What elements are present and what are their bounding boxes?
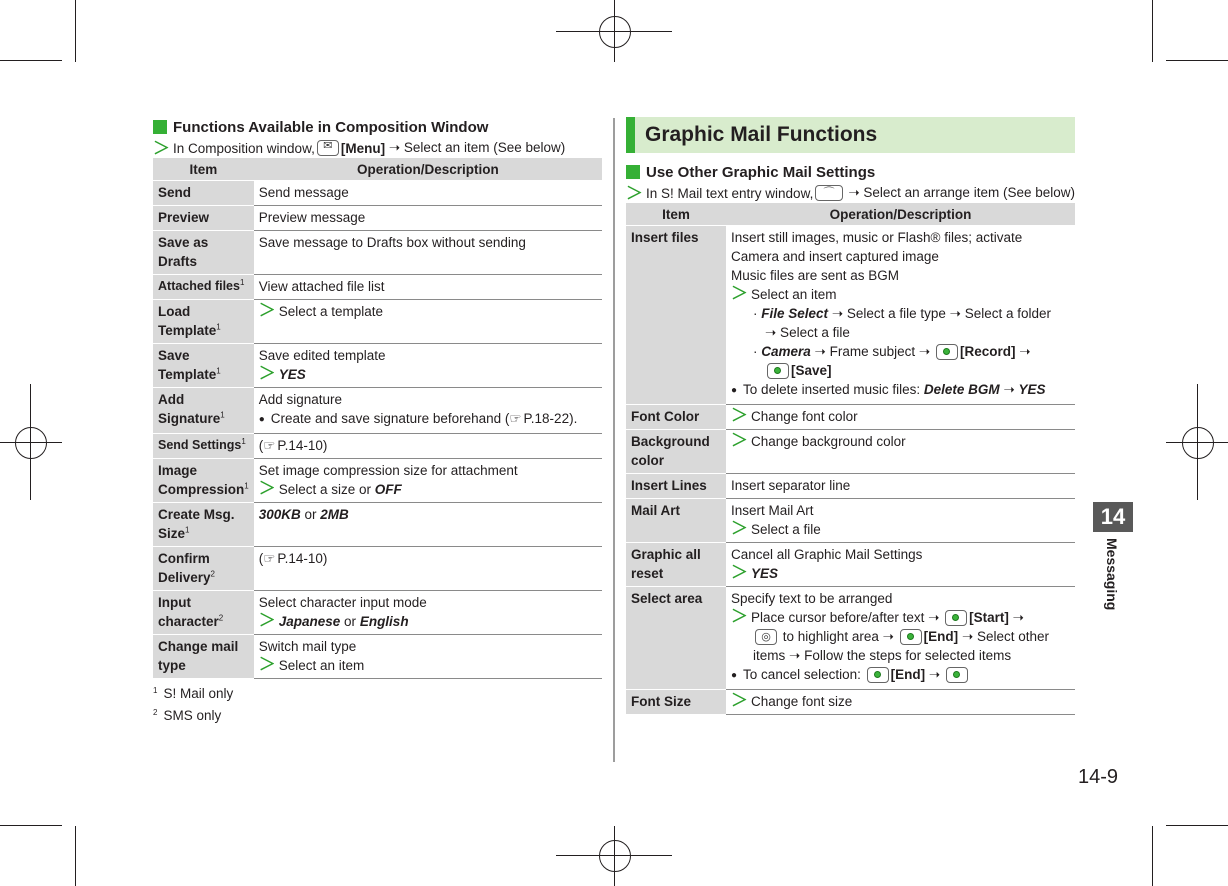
crop-mark [1166,60,1228,61]
crop-mark [75,826,76,886]
crop-mark [75,0,76,62]
square-bullet-icon [626,165,640,179]
table-row: Insert Lines Insert separator line [626,474,1075,499]
center-key-icon [936,344,958,360]
square-bullet-icon [153,120,167,134]
step-arrow-icon: ＞ [258,301,276,320]
table-row: Input character$^2$ Select character input mode ＞ Japanese or English [153,591,602,635]
header-description: Operation/Description [726,203,1075,226]
chapter-label: Messaging [1104,538,1120,611]
table-row: Confirm Delivery$^2$ (☞ P.14-10) [153,547,602,591]
right-column [626,117,1075,715]
table-row: Attached files$^1$ View attached file list [153,275,602,300]
center-key-icon [900,629,922,645]
step-arrow-icon: ＞ [731,691,748,710]
step-arrow-icon: ＞ [258,611,276,630]
step-arrow-icon: ＞ [731,284,748,303]
table-row: Change mail type Switch mail type ＞ Select an item [153,635,602,679]
crop-mark [0,60,62,61]
crop-mark [1152,826,1153,886]
crop-mark [0,825,62,826]
table-row: Font Color ＞ Change font color [626,405,1075,430]
reference-icon [263,438,277,453]
step-arrow-icon: ＞ [731,563,748,582]
registration-circle [1182,427,1214,459]
table-row: Send Settings$^1$ (☞ P.14-10) [153,434,602,459]
crop-mark [1152,0,1153,62]
functions-table [153,158,602,679]
footnotes [153,683,602,727]
call-key-icon: ⌒ [815,185,842,201]
table-row: Send Send message [153,181,602,206]
registration-circle [15,427,47,459]
footnote: $^1$ S! Mail only [153,685,234,701]
step-arrow-icon: ＞ [153,138,170,158]
step-arrow-icon: ＞ [258,655,276,674]
intro-line: ＞ In Composition window, ✉ [Menu] ➝ Select an item (See below) [153,138,566,158]
center-key-icon [767,363,789,379]
header-item: Item [153,158,254,181]
step-arrow-icon: ＞ [731,406,748,425]
registration-circle [599,16,631,48]
center-key-icon [867,667,889,683]
multi-selector-icon: ◎ [755,629,777,645]
table-row: Background color ＞ Change background color [626,430,1075,474]
left-column [153,116,602,727]
table-row: Insert files Insert still images, music or Flash® files; activate Camera and insert captured image Music files are sent as BGM ＞ Select an item · File Select ➝ Select a file type ➝ Select a folder ➝ Select a file · Camera ➝ Frame subject ➝ [Record] ➝ [Save] ● To delete inserted music files: Delete BGM ➝ YES [626,226,1075,405]
header-item: Item [626,203,726,226]
step-arrow-icon: ＞ [626,183,643,203]
step-arrow-icon: ＞ [258,364,276,383]
header-description: Operation/Description [254,158,602,181]
step-arrow-icon: ＞ [731,431,748,450]
table-row: Image Compression$^1$ Set image compression size for attachment ＞ Select a size or OFF [153,459,602,503]
table-row: Save as Drafts Save message to Drafts box without sending [153,231,602,275]
table-row: Graphic all reset Cancel all Graphic Mail Settings ＞ YES [626,543,1075,587]
table-row: Mail Art Insert Mail Art ＞ Select a file [626,499,1075,543]
registration-circle [599,840,631,872]
table-row: Save Template$^1$ Save edited template ＞ YES [153,344,602,388]
table-row: Create Msg. Size$^1$ 300KB or 2MB [153,503,602,547]
step-arrow-icon: ＞ [731,519,748,538]
table-row: Add Signature$^1$ Add signature ● Create and save signature beforehand (☞ P.18-22). [153,388,602,434]
center-key-icon [946,667,968,683]
page-number: 14-9 [1078,766,1119,788]
center-key-icon [945,610,967,626]
crop-mark [1166,825,1228,826]
mail-key-icon: ✉ [317,140,339,156]
step-arrow-icon: ＞ [258,479,276,498]
graphic-mail-table [626,203,1075,715]
reference-icon [263,551,277,566]
reference-icon [509,411,523,426]
section-title-text: Functions Available in Composition Window [173,118,489,136]
column-divider [613,118,615,762]
section-title: Use Other Graphic Mail Settings [626,161,1075,183]
section-title [153,116,602,138]
table-row: Preview Preview message [153,206,602,231]
table-row: Select area Specify text to be arranged ＞ Place cursor before/after text ➝ [Start] ➝ ◎ to highlight area ➝ [End] ➝ Select other items ➝ Follow the steps for selected items ● To cancel selection: [End] ➝ [626,587,1075,690]
table-row: Load Template$^1$ ＞ Select a template [153,300,602,344]
step-arrow-icon: ＞ [731,607,748,626]
chapter-number-tab: 14 [1093,502,1133,532]
footnote: $^2$ SMS only [153,707,222,723]
table-row: Font Size ＞ Change font size [626,690,1075,715]
intro-line: ＞ In S! Mail text entry window, ⌒ ➝ Select an arrange item (See below) [626,183,1075,203]
chapter-banner: Graphic Mail Functions [626,117,1075,153]
